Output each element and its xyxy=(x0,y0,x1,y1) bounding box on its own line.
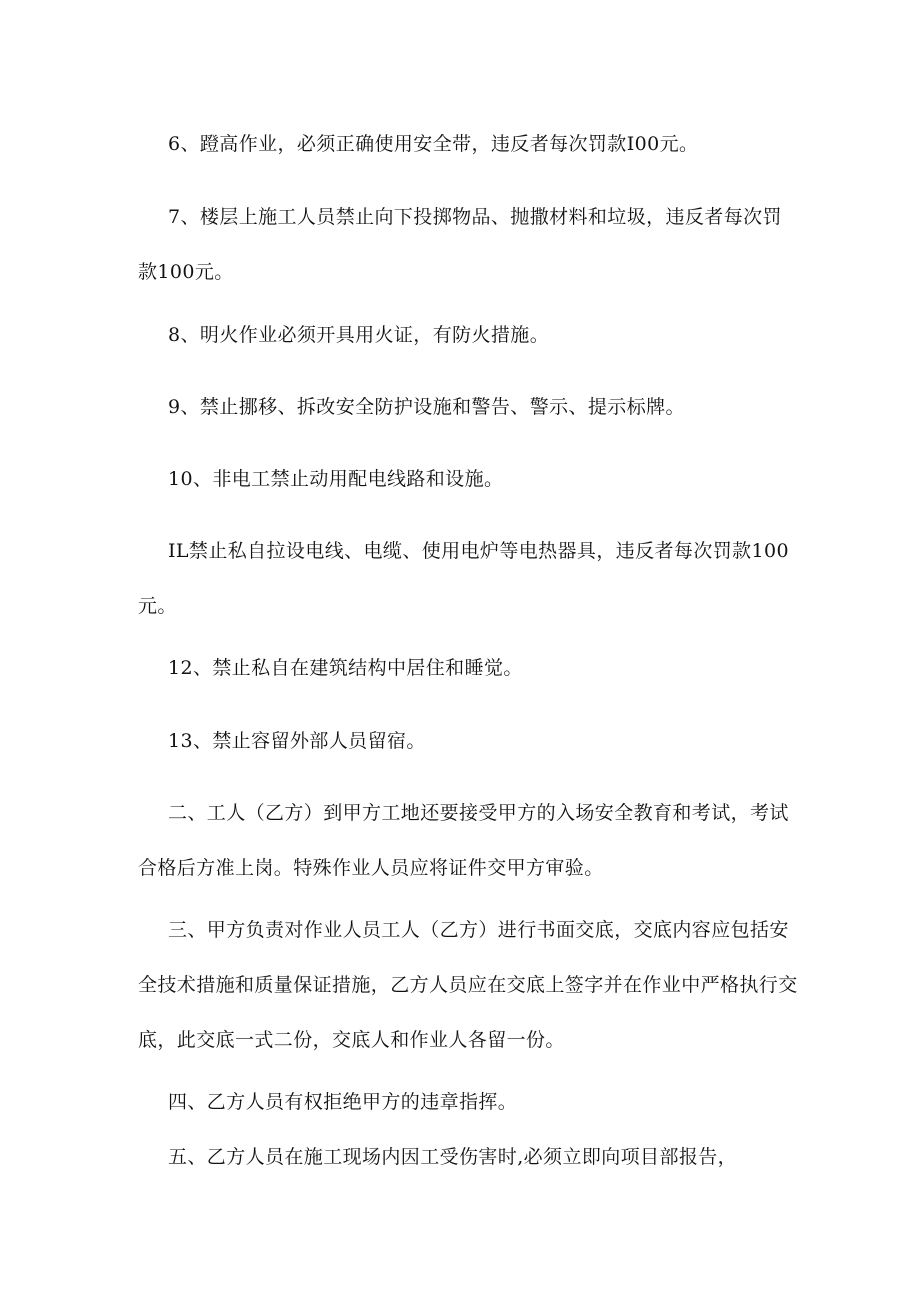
clause-9: 9、禁止挪移、拆改安全防护设施和警告、警示、提示标牌。 xyxy=(168,396,685,418)
section-four: 四、乙方人员有权拒绝甲方的违章指挥。 xyxy=(168,1091,518,1113)
clause-8: 8、明火作业必须开具用火证，有防火措施。 xyxy=(168,324,550,346)
clause-10: 10、非电工禁止动用配电线路和设施。 xyxy=(168,468,504,490)
section-two: 二、工人（乙方）到甲方工地还要接受甲方的入场安全教育和考试，考试合格后方准上岗。特殊作业人员应将证件交甲方审验。 xyxy=(138,802,789,879)
section-three: 三、甲方负责对作业人员工人（乙方）进行书面交底，交底内容应包括安全技术措施和质量保证措施，乙方人员应在交底上签字并在作业中严格执行交底，此交底一式二份，交底人和作业人各留一份。 xyxy=(138,919,798,1051)
clause-11: IL禁止私自拉设电线、电缆、使用电炉等电热器具，违反者每次罚款100元。 xyxy=(138,540,789,617)
clause-7: 7、楼层上施工人员禁止向下投掷物品、抛撒材料和垃圾，违反者每次罚款100元。 xyxy=(138,206,782,283)
clause-6: 6、蹬高作业，必须正确使用安全带，违反者每次罚款I00元。 xyxy=(168,133,699,155)
clause-13: 13、禁止容留外部人员留宿。 xyxy=(168,730,426,752)
clause-12: 12、禁止私自在建筑结构中居住和睡觉。 xyxy=(168,657,523,679)
section-five: 五、乙方人员在施工现场内因工受伤害时,必须立即向项目部报告， xyxy=(168,1146,738,1168)
